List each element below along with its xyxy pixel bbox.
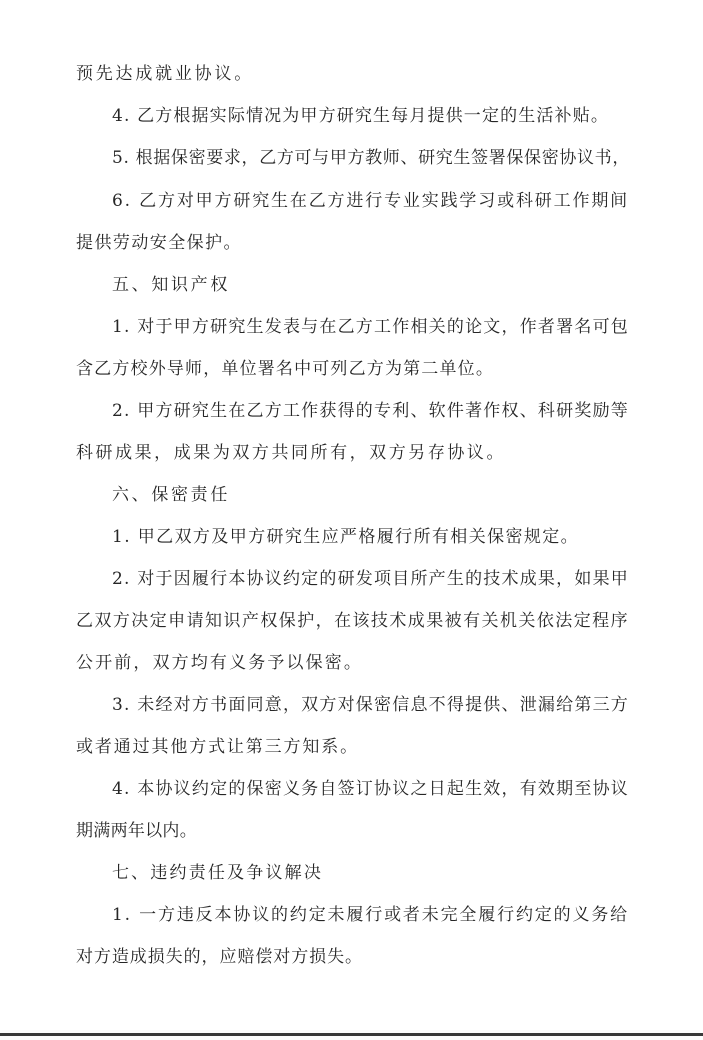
paragraph-line: 4. 本协议约定的保密义务自签订协议之日起生效，有效期至协议 [112,779,629,799]
section-heading: 七、违约责任及争议解决 [112,863,323,883]
section-heading: 五、知识产权 [112,275,230,295]
paragraph-line: 提供劳动安全保护。 [76,233,242,253]
paragraph-line: 5. 根据保密要求，乙方可与甲方教师、研究生签署保保密协议书， [112,148,630,168]
paragraph-line: 乙双方决定申请知识产权保护，在该技术成果被有关机关依法定程序 [76,611,629,631]
paragraph-line: 1. 一方违反本协议的约定未履行或者未完全履行约定的义务给 [112,905,629,925]
paragraph-line: 期满两年以内。 [76,821,197,841]
paragraph-line: 2. 对于因履行本协议约定的研发项目所产生的技术成果，如果甲 [112,569,629,589]
paragraph-line: 预先达成就业协议。 [76,64,254,84]
paragraph-line: 公开前，双方均有义务予以保密。 [76,653,363,673]
paragraph-line: 2. 甲方研究生在乙方工作获得的专利、软件著作权、科研奖励等 [112,401,629,421]
paragraph-line: 或者通过其他方式让第三方知系。 [76,737,359,757]
paragraph-line: 1. 对于甲方研究生发表与在乙方工作相关的论文，作者署名可包 [112,317,629,337]
paragraph-line: 4. 乙方根据实际情况为甲方研究生每月提供一定的生活补贴。 [112,106,609,126]
paragraph-line: 含乙方校外导师，单位署名中可列乙方为第二单位。 [76,359,494,379]
paragraph-line: 1. 甲乙双方及甲方研究生应严格履行所有相关保密规定。 [112,527,579,547]
paragraph-line: 对方造成损失的，应赔偿对方损失。 [76,947,363,967]
section-heading: 六、保密责任 [112,485,230,505]
paragraph-line: 6. 乙方对甲方研究生在乙方进行专业实践学习或科研工作期间 [112,191,629,211]
paragraph-line: 科研成果，成果为双方共同所有，双方另存协议。 [76,443,506,463]
paragraph-line: 3. 未经对方书面同意，双方对保密信息不得提供、泄漏给第三方 [112,695,629,715]
bottom-rule [0,1033,703,1036]
